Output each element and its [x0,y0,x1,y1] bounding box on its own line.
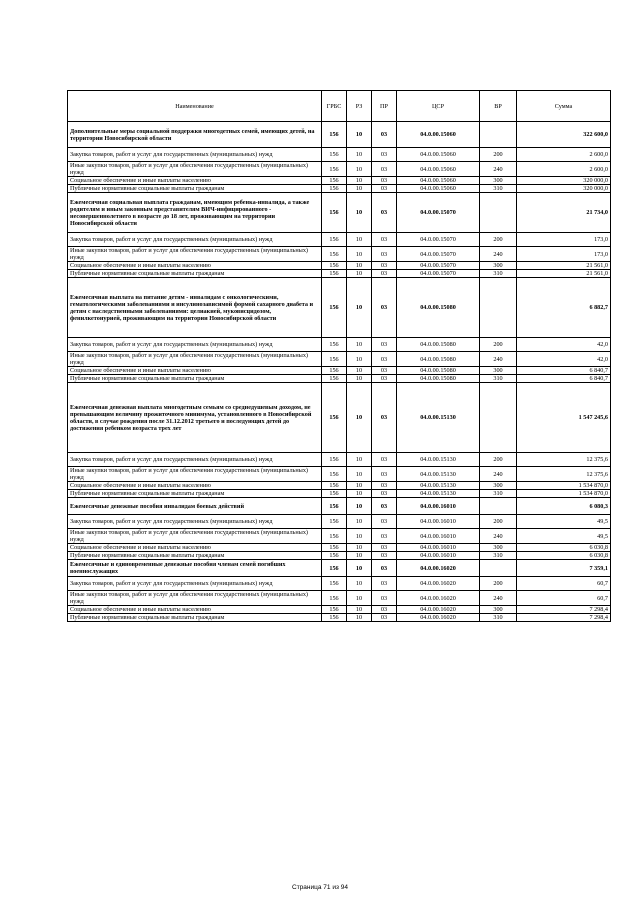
row-name: Социальное обеспечение и иные выплаты населению [68,482,322,490]
row-grbs: 156 [322,262,347,270]
row-vr: 300 [480,544,517,552]
table-row [68,467,611,482]
table-row [68,148,611,162]
row-csr: 04.0.00.15130 [397,482,480,490]
row-vr: 240 [480,467,517,482]
header-vr: ВР [480,91,517,122]
row-sum: 6 882,7 [517,278,611,338]
table-body [68,122,611,622]
row-sum: 60,7 [517,591,611,606]
table-row [68,122,611,148]
row-name: Ежемесячная социальная выплата гражданам, имеющим ребенка-инвалида, а также родителям и иным законным представителям ВИЧ-инфицированного - несовершеннолетнего в возрасте до 18 лет, проживающим на территории Новосибирской области [68,193,322,233]
table-row [68,352,611,367]
row-sum: 6 030,8 [517,552,611,560]
row-pr: 03 [372,278,397,338]
row-rz: 10 [347,614,372,622]
row-name: Закупка товаров, работ и услуг для государственных (муниципальных) нужд [68,453,322,467]
row-vr [480,383,517,453]
row-name: Публичные нормативные социальные выплаты гражданам [68,614,322,622]
row-grbs: 156 [322,577,347,591]
table-row [68,383,611,453]
row-grbs: 156 [322,552,347,560]
table-row [68,577,611,591]
table-row [68,367,611,375]
row-vr: 240 [480,591,517,606]
row-vr: 240 [480,352,517,367]
row-pr: 03 [372,560,397,577]
row-rz: 10 [347,453,372,467]
row-pr: 03 [372,383,397,453]
row-csr: 04.0.00.15080 [397,278,480,338]
row-sum: 2 600,0 [517,148,611,162]
row-grbs: 156 [322,233,347,247]
row-name: Ежемесячные и единовременные денежные пособия членам семей погибших военнослужащих [68,560,322,577]
row-grbs: 156 [322,270,347,278]
row-sum: 6 080,3 [517,498,611,515]
row-rz: 10 [347,367,372,375]
table-row [68,544,611,552]
row-name: Иные закупки товаров, работ и услуг для обеспечения государственных (муниципальных) нужд [68,162,322,177]
row-sum: 42,0 [517,338,611,352]
row-sum: 2 600,0 [517,162,611,177]
header-name: Наименование [68,91,322,122]
row-grbs: 156 [322,591,347,606]
row-sum: 1 547 245,6 [517,383,611,453]
row-rz: 10 [347,185,372,193]
row-rz: 10 [347,122,372,148]
row-grbs: 156 [322,453,347,467]
row-csr: 04.0.00.15060 [397,185,480,193]
row-pr: 03 [372,262,397,270]
row-pr: 03 [372,490,397,498]
row-csr: 04.0.00.16020 [397,606,480,614]
row-name: Закупка товаров, работ и услуг для государственных (муниципальных) нужд [68,577,322,591]
row-name: Публичные нормативные социальные выплаты гражданам [68,375,322,383]
row-csr: 04.0.00.16010 [397,552,480,560]
header-pr: ПР [372,91,397,122]
row-vr: 300 [480,367,517,375]
row-rz: 10 [347,577,372,591]
row-vr: 310 [480,552,517,560]
row-sum: 320 000,0 [517,185,611,193]
row-pr: 03 [372,552,397,560]
row-sum: 49,5 [517,515,611,529]
row-pr: 03 [372,162,397,177]
row-pr: 03 [372,544,397,552]
table-row [68,162,611,177]
header-csr: ЦСР [397,91,480,122]
row-pr: 03 [372,233,397,247]
table-row [68,614,611,622]
row-name: Иные закупки товаров, работ и услуг для обеспечения государственных (муниципальных) нужд [68,247,322,262]
row-csr: 04.0.00.16020 [397,560,480,577]
row-name: Социальное обеспечение и иные выплаты населению [68,606,322,614]
table-row [68,247,611,262]
row-name: Закупка товаров, работ и услуг для государственных (муниципальных) нужд [68,338,322,352]
row-vr: 310 [480,614,517,622]
row-vr: 200 [480,233,517,247]
row-name: Публичные нормативные социальные выплаты гражданам [68,270,322,278]
row-pr: 03 [372,338,397,352]
row-rz: 10 [347,162,372,177]
row-rz: 10 [347,262,372,270]
row-name: Закупка товаров, работ и услуг для государственных (муниципальных) нужд [68,515,322,529]
row-csr: 04.0.00.15080 [397,367,480,375]
row-pr: 03 [372,498,397,515]
row-vr: 200 [480,453,517,467]
table-row [68,591,611,606]
row-pr: 03 [372,352,397,367]
table-row [68,453,611,467]
row-sum: 12 375,6 [517,467,611,482]
row-vr: 310 [480,270,517,278]
row-rz: 10 [347,591,372,606]
row-grbs: 156 [322,375,347,383]
table-row [68,177,611,185]
header-grbs: ГРБС [322,91,347,122]
row-name: Иные закупки товаров, работ и услуг для обеспечения государственных (муниципальных) нужд [68,467,322,482]
table-row [68,490,611,498]
row-grbs: 156 [322,148,347,162]
row-rz: 10 [347,560,372,577]
row-rz: 10 [347,490,372,498]
row-grbs: 156 [322,185,347,193]
row-vr: 240 [480,247,517,262]
row-rz: 10 [347,278,372,338]
row-csr: 04.0.00.15130 [397,453,480,467]
row-pr: 03 [372,367,397,375]
row-rz: 10 [347,193,372,233]
row-rz: 10 [347,383,372,453]
row-csr: 04.0.00.15070 [397,262,480,270]
row-csr: 04.0.00.15060 [397,122,480,148]
row-vr: 310 [480,375,517,383]
row-rz: 10 [347,338,372,352]
table-row [68,482,611,490]
row-sum: 60,7 [517,577,611,591]
table-row [68,193,611,233]
row-name: Иные закупки товаров, работ и услуг для обеспечения государственных (муниципальных) нужд [68,352,322,367]
row-name: Дополнительные меры социальной поддержки многодетных семей, имеющих детей, на территории Новосибирской области [68,122,322,148]
row-sum: 7 298,4 [517,606,611,614]
row-grbs: 156 [322,352,347,367]
row-rz: 10 [347,544,372,552]
row-sum: 42,0 [517,352,611,367]
row-csr: 04.0.00.16010 [397,529,480,544]
row-csr: 04.0.00.15080 [397,338,480,352]
row-csr: 04.0.00.15080 [397,375,480,383]
row-rz: 10 [347,606,372,614]
row-csr: 04.0.00.16010 [397,544,480,552]
row-rz: 10 [347,482,372,490]
row-csr: 04.0.00.15130 [397,467,480,482]
row-sum: 320 000,0 [517,177,611,185]
row-grbs: 156 [322,515,347,529]
row-vr [480,122,517,148]
row-vr: 300 [480,177,517,185]
page-footer: Страница 71 из 94 [292,884,348,891]
row-pr: 03 [372,453,397,467]
row-name: Социальное обеспечение и иные выплаты населению [68,177,322,185]
row-sum: 49,5 [517,529,611,544]
table-row [68,515,611,529]
row-rz: 10 [347,270,372,278]
table-row [68,233,611,247]
row-sum: 322 600,0 [517,122,611,148]
row-csr: 04.0.00.16020 [397,614,480,622]
row-name: Иные закупки товаров, работ и услуг для обеспечения государственных (муниципальных) нужд [68,529,322,544]
row-grbs: 156 [322,482,347,490]
row-pr: 03 [372,122,397,148]
row-pr: 03 [372,193,397,233]
row-name: Публичные нормативные социальные выплаты гражданам [68,552,322,560]
row-grbs: 156 [322,162,347,177]
row-csr: 04.0.00.15060 [397,177,480,185]
row-csr: 04.0.00.15070 [397,270,480,278]
row-sum: 12 375,6 [517,453,611,467]
row-grbs: 156 [322,367,347,375]
row-name: Ежемесячные денежные пособия инвалидам боевых действий [68,498,322,515]
row-grbs: 156 [322,490,347,498]
row-csr: 04.0.00.15070 [397,233,480,247]
row-pr: 03 [372,148,397,162]
row-rz: 10 [347,498,372,515]
row-pr: 03 [372,577,397,591]
row-sum: 21 734,0 [517,193,611,233]
row-vr: 300 [480,262,517,270]
row-vr: 310 [480,185,517,193]
row-name: Социальное обеспечение и иные выплаты населению [68,262,322,270]
row-grbs: 156 [322,383,347,453]
table-row [68,498,611,515]
row-rz: 10 [347,247,372,262]
row-pr: 03 [372,270,397,278]
row-name: Социальное обеспечение и иные выплаты населению [68,544,322,552]
table-row [68,552,611,560]
table-row [68,262,611,270]
row-pr: 03 [372,614,397,622]
row-sum: 7 359,1 [517,560,611,577]
table-row [68,270,611,278]
row-pr: 03 [372,606,397,614]
row-grbs: 156 [322,614,347,622]
row-vr [480,193,517,233]
row-rz: 10 [347,515,372,529]
row-csr: 04.0.00.16020 [397,577,480,591]
row-pr: 03 [372,591,397,606]
row-grbs: 156 [322,529,347,544]
row-sum: 1 534 870,0 [517,482,611,490]
row-pr: 03 [372,375,397,383]
row-grbs: 156 [322,177,347,185]
row-rz: 10 [347,375,372,383]
table-row [68,185,611,193]
row-grbs: 156 [322,247,347,262]
row-sum: 1 534 870,0 [517,490,611,498]
row-csr: 04.0.00.15080 [397,352,480,367]
row-rz: 10 [347,148,372,162]
row-sum: 21 561,0 [517,262,611,270]
row-vr [480,560,517,577]
row-pr: 03 [372,247,397,262]
row-pr: 03 [372,177,397,185]
row-rz: 10 [347,177,372,185]
row-name: Социальное обеспечение и иные выплаты населению [68,367,322,375]
header-rz: РЗ [347,91,372,122]
row-vr [480,278,517,338]
row-csr: 04.0.00.15060 [397,162,480,177]
row-csr: 04.0.00.15130 [397,383,480,453]
table-row [68,375,611,383]
table-row [68,560,611,577]
table-row [68,606,611,614]
row-rz: 10 [347,233,372,247]
row-name: Иные закупки товаров, работ и услуг для обеспечения государственных (муниципальных) нужд [68,591,322,606]
row-rz: 10 [347,529,372,544]
row-csr: 04.0.00.15130 [397,490,480,498]
row-csr: 04.0.00.16010 [397,498,480,515]
budget-table [67,90,611,622]
row-vr: 200 [480,515,517,529]
row-name: Ежемесячная выплата на питание детям - инвалидам с онкологическими, гематологическими заболеваниями и инсулинозависимой формой сахарного диабета и детям с наследственными заболеваниями: целиакией, муковисцидозом, фенилкетонурией, проживающим на территории Новосибирской области [68,278,322,338]
row-sum: 6 840,7 [517,367,611,375]
row-grbs: 156 [322,278,347,338]
row-vr [480,498,517,515]
row-pr: 03 [372,529,397,544]
table-row [68,338,611,352]
row-csr: 04.0.00.16010 [397,515,480,529]
row-vr: 200 [480,577,517,591]
row-grbs: 156 [322,560,347,577]
row-pr: 03 [372,467,397,482]
row-sum: 21 561,0 [517,270,611,278]
row-vr: 240 [480,529,517,544]
row-vr: 300 [480,606,517,614]
row-vr: 200 [480,338,517,352]
row-pr: 03 [372,185,397,193]
row-sum: 7 298,4 [517,614,611,622]
table-row [68,529,611,544]
table-header-row [68,91,611,122]
row-grbs: 156 [322,498,347,515]
row-pr: 03 [372,515,397,529]
row-sum: 6 030,8 [517,544,611,552]
row-vr: 240 [480,162,517,177]
row-grbs: 156 [322,544,347,552]
row-csr: 04.0.00.15070 [397,247,480,262]
row-csr: 04.0.00.15070 [397,193,480,233]
row-name: Публичные нормативные социальные выплаты гражданам [68,185,322,193]
row-vr: 300 [480,482,517,490]
row-grbs: 156 [322,122,347,148]
row-rz: 10 [347,352,372,367]
row-grbs: 156 [322,606,347,614]
row-sum: 173,0 [517,247,611,262]
row-grbs: 156 [322,338,347,352]
row-rz: 10 [347,467,372,482]
row-vr: 310 [480,490,517,498]
row-csr: 04.0.00.15060 [397,148,480,162]
row-grbs: 156 [322,193,347,233]
row-vr: 200 [480,148,517,162]
row-sum: 6 840,7 [517,375,611,383]
row-name: Публичные нормативные социальные выплаты гражданам [68,490,322,498]
row-grbs: 156 [322,467,347,482]
row-name: Закупка товаров, работ и услуг для государственных (муниципальных) нужд [68,233,322,247]
row-name: Закупка товаров, работ и услуг для государственных (муниципальных) нужд [68,148,322,162]
row-pr: 03 [372,482,397,490]
row-csr: 04.0.00.16020 [397,591,480,606]
row-sum: 173,0 [517,233,611,247]
row-name: Ежемесячная денежная выплата многодетным семьям со среднедушевым доходом, не превышающим величину прожиточного минимума, установленного в Новосибирской области, в случае рождения после 31.12.2012 третьего и последующих детей до достижения ребенком возраста трех лет [68,383,322,453]
header-sum: Сумма [517,91,611,122]
table-row [68,278,611,338]
row-rz: 10 [347,552,372,560]
